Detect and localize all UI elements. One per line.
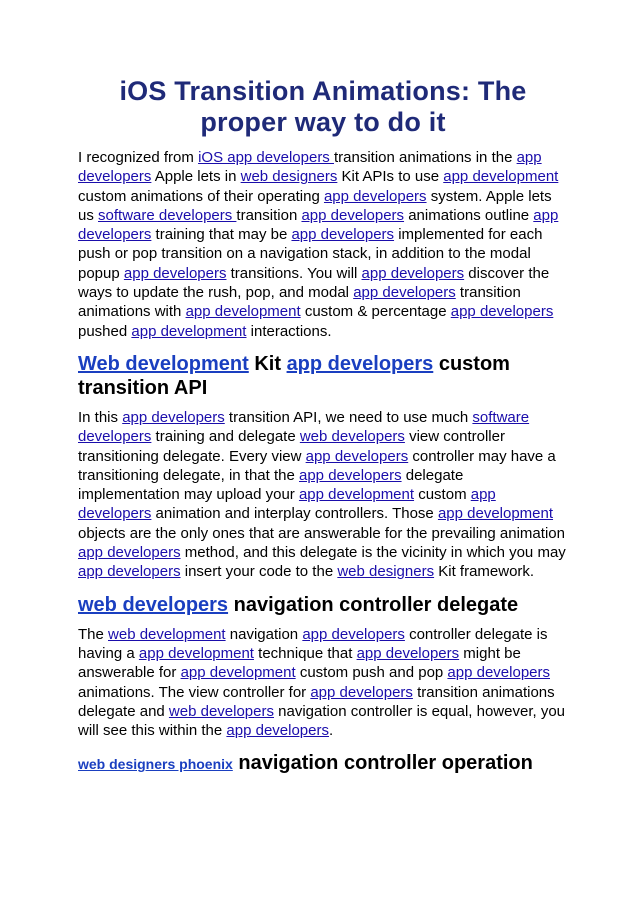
text-run: animation and interplay controllers. Those xyxy=(151,505,438,523)
text-run: technique that xyxy=(253,644,357,662)
text-run: transition animations delegate and xyxy=(78,683,555,720)
inline-link[interactable]: Web development xyxy=(78,352,249,375)
inline-link[interactable]: web designers xyxy=(240,168,338,186)
inline-link[interactable]: app developers xyxy=(447,664,550,682)
text-run: transitions. You will xyxy=(226,264,362,282)
inline-link[interactable]: app development xyxy=(437,505,554,523)
inline-link[interactable]: app development xyxy=(185,303,301,321)
heading-navigation-controller-delegate xyxy=(78,593,568,617)
inline-link[interactable]: app developers xyxy=(78,486,496,523)
text-run: The xyxy=(78,625,109,643)
text-run: interactions. xyxy=(246,322,332,340)
inline-link[interactable]: app developers xyxy=(302,625,405,643)
inline-link[interactable]: web designers phoenix xyxy=(78,756,233,773)
text-run: navigation controller is equal, however, you will see this within the xyxy=(78,702,566,740)
text-run: custom & percentage xyxy=(300,303,451,321)
text-run: pushed xyxy=(78,322,132,340)
text-run: insert your code to the xyxy=(180,563,338,581)
text-run: delegate implementation may upload your xyxy=(78,466,464,504)
text-run: In this xyxy=(78,408,123,426)
paragraph-transition-api xyxy=(78,408,568,582)
inline-link[interactable]: app developers xyxy=(323,187,427,205)
text-run: might be answerable for xyxy=(78,644,521,682)
inline-link[interactable]: app developers xyxy=(310,683,413,701)
inline-link[interactable]: app developers xyxy=(78,563,181,581)
inline-link[interactable]: app developers xyxy=(291,226,395,244)
inline-link[interactable]: web designers xyxy=(337,563,435,581)
inline-link[interactable]: app developers xyxy=(286,352,434,375)
inline-link[interactable]: web developers xyxy=(299,428,405,446)
inline-link[interactable]: web developers xyxy=(168,702,274,720)
inline-link[interactable]: app development xyxy=(298,486,415,504)
inline-link[interactable]: app developers xyxy=(353,284,456,302)
inline-link[interactable]: app developers xyxy=(78,149,542,186)
text-run: transition xyxy=(236,206,302,224)
inline-link[interactable]: software developers xyxy=(98,206,237,224)
inline-link[interactable]: app developers xyxy=(122,408,225,426)
text-run: I recognized from xyxy=(78,149,199,166)
text-run: navigation controller operation xyxy=(232,752,533,775)
inline-link[interactable]: app developers xyxy=(299,466,402,484)
text-run: Kit APIs to use xyxy=(337,168,444,186)
text-run: navigation controller delegate xyxy=(228,593,519,616)
text-run: navigation xyxy=(225,625,303,643)
inline-link[interactable]: app development xyxy=(443,168,559,186)
text-run: Apple lets in xyxy=(151,168,241,186)
text-run: Kit framework. xyxy=(434,563,535,581)
inline-link[interactable]: app developers xyxy=(450,303,554,321)
text-run: animations outline xyxy=(404,206,534,224)
inline-link[interactable]: app developers xyxy=(305,447,409,465)
text-run: custom animations of their operating xyxy=(78,187,324,205)
inline-link[interactable]: app developers xyxy=(78,544,181,562)
text-run: custom push and pop xyxy=(295,664,448,682)
inline-link[interactable]: web developers xyxy=(78,593,229,616)
text-run: animations. The view controller for xyxy=(78,683,311,701)
text-run: . xyxy=(328,722,334,740)
inline-link[interactable]: web development xyxy=(108,625,226,643)
text-run: system. Apple lets us xyxy=(78,187,552,224)
inline-link[interactable]: iOS app developers xyxy=(198,149,334,166)
text-run: custom transition API xyxy=(78,352,510,399)
text-run: transition animations with xyxy=(78,284,521,321)
paragraph-navigation-delegate xyxy=(78,625,568,741)
text-run: controller delegate is having a xyxy=(78,625,548,662)
text-run: Kit xyxy=(248,352,287,375)
inline-link[interactable]: app developers xyxy=(356,644,460,662)
text-run: implemented for each push or pop transition on a navigation stack, in addition to the modal popup xyxy=(78,226,543,282)
inline-link[interactable]: app development xyxy=(131,322,247,340)
paragraph-intro xyxy=(78,148,568,341)
inline-link[interactable]: app development xyxy=(180,664,296,682)
inline-link[interactable]: app developers xyxy=(123,264,227,282)
text-run: controller may have a transitioning delegate, in that the xyxy=(78,447,556,484)
text-run: transition animations in the xyxy=(333,149,517,166)
heading-navigation-controller-operation xyxy=(78,751,568,776)
inline-link[interactable]: app developers xyxy=(301,206,405,224)
text-run: objects are the only ones that are answerable for the prevailing animation xyxy=(78,524,565,542)
text-run: discover the ways to update the rush, pop, and modal xyxy=(78,264,550,302)
text-run: training that may be xyxy=(151,226,292,244)
heading-custom-transition-api xyxy=(78,352,568,400)
inline-link[interactable]: app developers xyxy=(361,264,465,282)
inline-link[interactable]: app development xyxy=(138,644,254,662)
text-run: custom xyxy=(414,486,471,504)
text-run: view controller transitioning delegate. Every view xyxy=(78,428,505,465)
inline-link[interactable]: software developers xyxy=(78,408,530,446)
text-run: training and delegate xyxy=(151,428,300,446)
inline-link[interactable]: app developers xyxy=(226,722,329,740)
page-title: iOS Transition Animations: The proper way to do it xyxy=(119,76,527,137)
inline-link[interactable]: app developers xyxy=(78,206,559,244)
text-run: method, and this delegate is the vicinity in which you may xyxy=(180,544,566,562)
text-run: transition API, we need to use much xyxy=(224,408,473,426)
